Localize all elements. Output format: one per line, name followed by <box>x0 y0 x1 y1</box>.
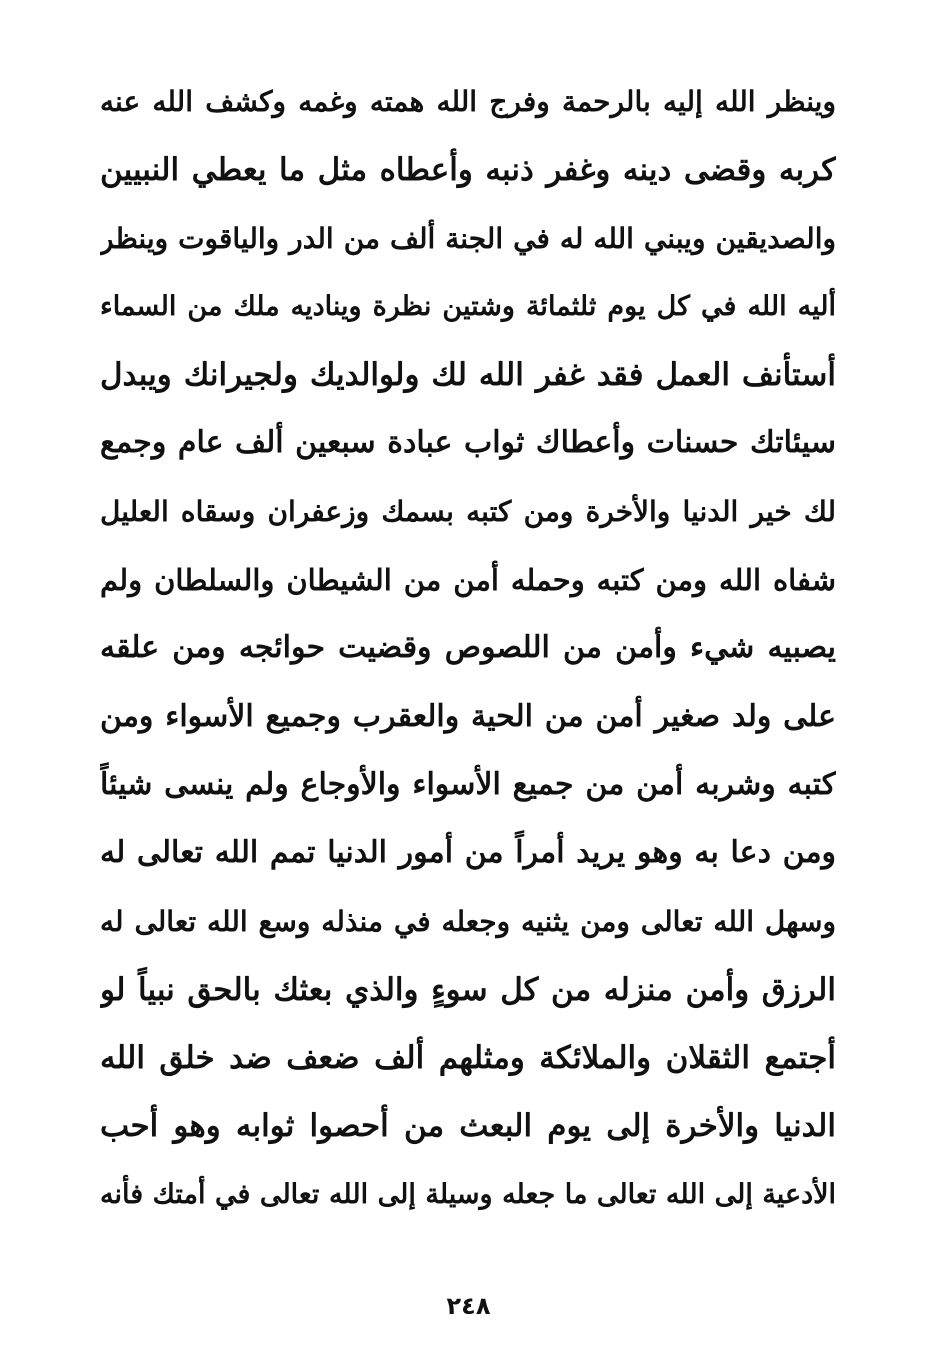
text-line: أجتمع الثقلان والملائكة ومثلهم ألف ضعف ضد خلق الله <box>100 1040 836 1077</box>
text-line: وسهل الله تعالى ومن يثنيه وجعله في منذله وسع الله تعالى له <box>100 904 836 938</box>
text-line: كتبه وشربه أمن من جميع الأسواء والأوجاع ولم ينسى شيئاً <box>100 766 836 802</box>
text-line: وينظر الله إليه بالرحمة وفرج الله همته وغمه وكشف الله عنه <box>100 85 836 118</box>
text-line: ومن دعا به وهو يريد أمراً من أمور الدنيا تمم الله تعالى له <box>100 835 836 871</box>
page-number: ٢٤٨ <box>446 1292 491 1320</box>
text-line: الأدعية إلى الله تعالى ما جعله وسيلة إلى الله تعالى في أمتك فأنه <box>100 1178 836 1210</box>
text-line: والصديقين ويبني الله له في الجنة ألف من الدر والياقوت وينظر <box>100 221 836 255</box>
body-text <box>100 68 836 1229</box>
text-line: أستأنف العمل فقد غفر الله لك ولوالديك ولجيرانك ويبدل <box>100 357 836 394</box>
text-line: الرزق وأمن منزله من كل سوءٍ والذي بعثك بالحق نبياً لو <box>100 971 836 1008</box>
text-line: على ولد صغير أمن من الحية والعقرب وجميع الأسواء ومن <box>100 698 836 734</box>
text-line: أليه الله في كل يوم ثلثمائة وشتين نظرة ويناديه ملك من السماء <box>100 290 836 322</box>
text-line: لك خير الدنيا والأخرة ومن كتبه بسمك وزعفران وسقاه العليل <box>100 494 836 528</box>
text-line: كربه وقضى دينه وغفر ذنبه وأعطاه مثل ما يعطي النبيين <box>100 152 836 189</box>
text-line: سيئاتك حسنات وأعطاك ثواب عبادة سبعين ألف عام وجمع <box>100 425 836 461</box>
text-line: يصبيه شيء وأمن من اللصوص وقضيت حوائجه ومن علقه <box>100 630 836 666</box>
text-line: شفاه الله ومن كتبه وحمله أمن من الشيطان والسلطان ولم <box>100 563 836 598</box>
text-line: الدنيا والأخرة إلى يوم البعث من أحصوا ثوابه وهو أحب <box>100 1108 836 1145</box>
